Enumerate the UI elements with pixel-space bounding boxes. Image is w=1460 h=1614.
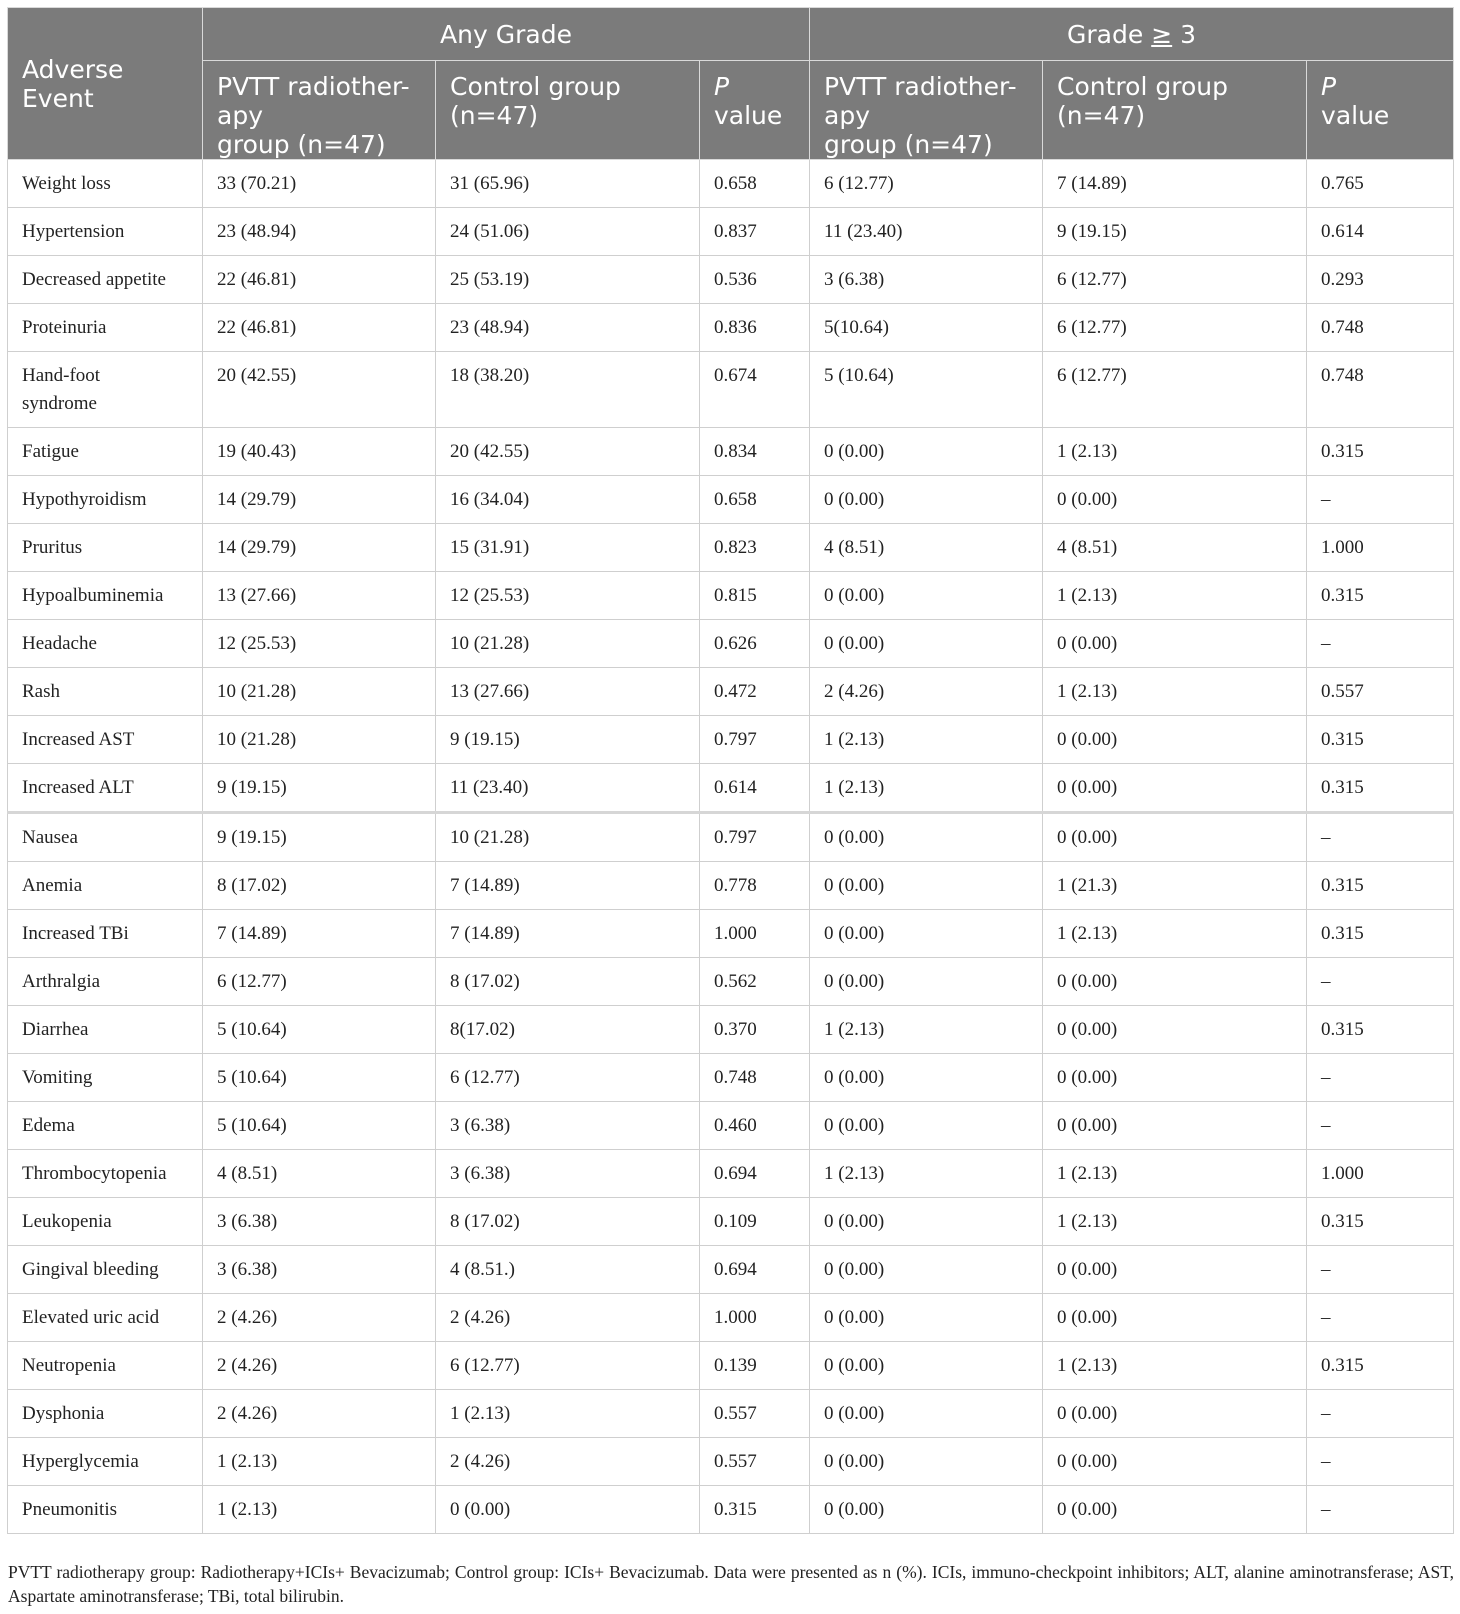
g3-pvtt-cell: 0 (0.00)	[810, 1438, 1043, 1486]
g3-p-value-cell: –	[1307, 1054, 1454, 1102]
g3-pvtt-cell: 0 (0.00)	[810, 862, 1043, 910]
table-row	[8, 1102, 1454, 1150]
table-header	[8, 8, 1454, 160]
g3-p-value-cell: 0.315	[1307, 764, 1454, 813]
any-pvtt-cell: 23 (48.94)	[203, 208, 436, 256]
table-footnote: PVTT radiotherapy group: Radiotherapy+ICIs+ Bevacizumab; Control group: ICIs+ Bevacizumab. Data were presented as n (%). ICIs, immuno-checkpoint inhibitors; ALT, alanine aminotransferase; AST, Aspartate aminotransferase; TBi, total bilirubin.	[8, 1562, 1454, 1606]
any-control-header: Control group (n=47)	[436, 61, 700, 160]
adverse-event-cell: Dysphonia	[8, 1390, 203, 1438]
g3-pvtt-header: PVTT radiother- apy group (n=47)	[810, 61, 1043, 160]
any-control-cell: 6 (12.77)	[436, 1342, 700, 1390]
table-row	[8, 1486, 1454, 1534]
g3-p-value-header	[1307, 61, 1454, 160]
g3-control-header: Control group (n=47)	[1043, 61, 1307, 160]
g3-p-value-cell: 0.315	[1307, 1006, 1454, 1054]
any-control-cell: 24 (51.06)	[436, 208, 700, 256]
table-row	[8, 1390, 1454, 1438]
any-pvtt-cell: 22 (46.81)	[203, 256, 436, 304]
g3-control-cell: 7 (14.89)	[1043, 160, 1307, 208]
g3-control-cell: 9 (19.15)	[1043, 208, 1307, 256]
g3-p-value-cell: 1.000	[1307, 1150, 1454, 1198]
table-row	[8, 304, 1454, 352]
g3-pvtt-cell: 0 (0.00)	[810, 1054, 1043, 1102]
any-pvtt-cell: 5 (10.64)	[203, 1102, 436, 1150]
any-control-cell: 3 (6.38)	[436, 1102, 700, 1150]
adverse-event-cell: Hypothyroidism	[8, 476, 203, 524]
g3-p-value-cell: –	[1307, 476, 1454, 524]
adverse-event-cell: Weight loss	[8, 160, 203, 208]
g3-p-value-cell: –	[1307, 1438, 1454, 1486]
p-label: P	[714, 72, 730, 101]
g3-pvtt-cell: 0 (0.00)	[810, 958, 1043, 1006]
g3-pvtt-cell: 0 (0.00)	[810, 1342, 1043, 1390]
adverse-event-header: Adverse Event	[8, 8, 203, 160]
adverse-event-cell: Leukopenia	[8, 1198, 203, 1246]
g3-p-value-cell: 0.557	[1307, 668, 1454, 716]
g3-pvtt-cell: 5(10.64)	[810, 304, 1043, 352]
g3-p-value-cell: 0.315	[1307, 910, 1454, 958]
g3-control-cell: 0 (0.00)	[1043, 1054, 1307, 1102]
any-p-value-cell: 0.472	[700, 668, 810, 716]
g3-pvtt-cell: 0 (0.00)	[810, 620, 1043, 668]
adverse-event-cell: Rash	[8, 668, 203, 716]
g3-p-value-cell: 0.315	[1307, 1198, 1454, 1246]
adverse-event-cell: Decreased appetite	[8, 256, 203, 304]
any-pvtt-cell: 14 (29.79)	[203, 524, 436, 572]
any-p-value-cell: 0.694	[700, 1150, 810, 1198]
adverse-event-cell: Thrombocytopenia	[8, 1150, 203, 1198]
any-p-value-header	[700, 61, 810, 160]
g3-p-value-cell: 0.315	[1307, 1342, 1454, 1390]
any-p-value-cell: 0.139	[700, 1342, 810, 1390]
any-control-cell: 9 (19.15)	[436, 716, 700, 764]
g3-p-value-cell: 1.000	[1307, 524, 1454, 572]
adverse-event-cell: Fatigue	[8, 428, 203, 476]
any-pvtt-cell: 14 (29.79)	[203, 476, 436, 524]
adverse-event-cell: Pruritus	[8, 524, 203, 572]
g3-p-value-cell: 0.315	[1307, 716, 1454, 764]
adverse-event-cell: Anemia	[8, 862, 203, 910]
any-pvtt-cell: 10 (21.28)	[203, 668, 436, 716]
any-control-cell: 8 (17.02)	[436, 1198, 700, 1246]
g3-control-cell: 0 (0.00)	[1043, 1294, 1307, 1342]
g3-pvtt-cell: 0 (0.00)	[810, 476, 1043, 524]
any-p-value-cell: 0.562	[700, 958, 810, 1006]
g3-p-value-cell: 0.315	[1307, 862, 1454, 910]
any-pvtt-cell: 2 (4.26)	[203, 1342, 436, 1390]
adverse-event-cell: Elevated uric acid	[8, 1294, 203, 1342]
any-p-value-cell: 0.370	[700, 1006, 810, 1054]
any-pvtt-cell: 5 (10.64)	[203, 1054, 436, 1102]
any-control-cell: 23 (48.94)	[436, 304, 700, 352]
adverse-event-cell: Vomiting	[8, 1054, 203, 1102]
g3-p-value-cell: 0.748	[1307, 352, 1454, 428]
table-row	[8, 668, 1454, 716]
adverse-event-cell: Proteinuria	[8, 304, 203, 352]
g3-pvtt-cell: 5 (10.64)	[810, 352, 1043, 428]
any-pvtt-cell: 6 (12.77)	[203, 958, 436, 1006]
g3-pvtt-cell: 1 (2.13)	[810, 716, 1043, 764]
any-p-value-cell: 0.614	[700, 764, 810, 813]
any-p-value-cell: 0.557	[700, 1390, 810, 1438]
any-control-cell: 11 (23.40)	[436, 764, 700, 813]
any-control-cell: 8(17.02)	[436, 1006, 700, 1054]
any-control-cell: 2 (4.26)	[436, 1438, 700, 1486]
g3-control-cell: 0 (0.00)	[1043, 716, 1307, 764]
any-pvtt-cell: 1 (2.13)	[203, 1438, 436, 1486]
grade3-suffix: 3	[1172, 19, 1197, 49]
any-p-value-cell: 0.834	[700, 428, 810, 476]
g3-control-cell: 0 (0.00)	[1043, 1246, 1307, 1294]
g3-control-cell: 1 (2.13)	[1043, 1198, 1307, 1246]
adverse-event-cell: Hand-foot syndrome	[8, 352, 203, 428]
g3-control-cell: 1 (21.3)	[1043, 862, 1307, 910]
table-row	[8, 572, 1454, 620]
g3-control-cell: 0 (0.00)	[1043, 1006, 1307, 1054]
table-row	[8, 1054, 1454, 1102]
adverse-event-cell: Neutropenia	[8, 1342, 203, 1390]
any-control-cell: 0 (0.00)	[436, 1486, 700, 1534]
g3-pvtt-cell: 0 (0.00)	[810, 1198, 1043, 1246]
g3-pvtt-cell: 1 (2.13)	[810, 1150, 1043, 1198]
g3-control-cell: 4 (8.51)	[1043, 524, 1307, 572]
g3-p-value-cell: 0.614	[1307, 208, 1454, 256]
table-row	[8, 764, 1454, 813]
any-p-value-cell: 0.815	[700, 572, 810, 620]
any-pvtt-cell: 3 (6.38)	[203, 1246, 436, 1294]
any-p-value-cell: 0.823	[700, 524, 810, 572]
g3-p-value-cell: 0.315	[1307, 572, 1454, 620]
g3-control-cell: 0 (0.00)	[1043, 1102, 1307, 1150]
adverse-event-cell: Arthralgia	[8, 958, 203, 1006]
any-p-value-cell: 0.674	[700, 352, 810, 428]
any-pvtt-cell: 20 (42.55)	[203, 352, 436, 428]
any-pvtt-cell: 33 (70.21)	[203, 160, 436, 208]
any-p-value-cell: 0.837	[700, 208, 810, 256]
table-row	[8, 1294, 1454, 1342]
g3-pvtt-cell: 1 (2.13)	[810, 1006, 1043, 1054]
table-row	[8, 1342, 1454, 1390]
g3-pvtt-cell: 0 (0.00)	[810, 910, 1043, 958]
any-grade-header: Any Grade	[203, 8, 810, 61]
any-control-cell: 20 (42.55)	[436, 428, 700, 476]
adverse-events-table	[7, 7, 1454, 1534]
g3-pvtt-cell: 1 (2.13)	[810, 764, 1043, 813]
g3-control-cell: 6 (12.77)	[1043, 352, 1307, 428]
table-row	[8, 716, 1454, 764]
any-pvtt-cell: 7 (14.89)	[203, 910, 436, 958]
adverse-event-cell: Increased TBi	[8, 910, 203, 958]
table-body	[8, 160, 1454, 1534]
table-row	[8, 620, 1454, 668]
table-row	[8, 958, 1454, 1006]
any-p-value-cell: 0.315	[700, 1486, 810, 1534]
any-control-cell: 31 (65.96)	[436, 160, 700, 208]
table-row	[8, 1198, 1454, 1246]
any-p-value-cell: 0.694	[700, 1246, 810, 1294]
any-control-cell: 13 (27.66)	[436, 668, 700, 716]
any-p-value-cell: 0.748	[700, 1054, 810, 1102]
adverse-event-cell: Increased ALT	[8, 764, 203, 813]
g3-p-value-cell: –	[1307, 813, 1454, 862]
any-pvtt-cell: 2 (4.26)	[203, 1390, 436, 1438]
any-pvtt-cell: 19 (40.43)	[203, 428, 436, 476]
g3-control-cell: 0 (0.00)	[1043, 1390, 1307, 1438]
p-label: P	[1321, 72, 1337, 101]
table-row	[8, 428, 1454, 476]
any-p-value-cell: 0.109	[700, 1198, 810, 1246]
adverse-event-cell: Nausea	[8, 813, 203, 862]
table-row	[8, 524, 1454, 572]
g3-pvtt-cell: 0 (0.00)	[810, 428, 1043, 476]
any-pvtt-cell: 13 (27.66)	[203, 572, 436, 620]
any-p-value-cell: 0.658	[700, 476, 810, 524]
any-control-cell: 18 (38.20)	[436, 352, 700, 428]
table-row	[8, 476, 1454, 524]
any-control-cell: 10 (21.28)	[436, 813, 700, 862]
table-row	[8, 208, 1454, 256]
g3-p-value-cell: –	[1307, 1102, 1454, 1150]
any-p-value-cell: 1.000	[700, 910, 810, 958]
any-control-cell: 8 (17.02)	[436, 958, 700, 1006]
adverse-event-cell: Gingival bleeding	[8, 1246, 203, 1294]
g3-pvtt-cell: 0 (0.00)	[810, 1294, 1043, 1342]
any-pvtt-cell: 1 (2.13)	[203, 1486, 436, 1534]
g3-control-cell: 1 (2.13)	[1043, 1342, 1307, 1390]
g3-control-cell: 0 (0.00)	[1043, 764, 1307, 813]
any-pvtt-cell: 3 (6.38)	[203, 1198, 436, 1246]
adverse-event-cell: Diarrhea	[8, 1006, 203, 1054]
table-row	[8, 1150, 1454, 1198]
any-pvtt-cell: 10 (21.28)	[203, 716, 436, 764]
g3-p-value-cell: 0.293	[1307, 256, 1454, 304]
g3-pvtt-cell: 0 (0.00)	[810, 813, 1043, 862]
g3-p-value-cell: –	[1307, 620, 1454, 668]
table-row	[8, 352, 1454, 428]
table-row	[8, 256, 1454, 304]
adverse-event-cell: Increased AST	[8, 716, 203, 764]
g3-pvtt-cell: 11 (23.40)	[810, 208, 1043, 256]
g3-pvtt-cell: 2 (4.26)	[810, 668, 1043, 716]
table-row	[8, 1246, 1454, 1294]
p-value-word: value	[1321, 101, 1390, 130]
adverse-event-cell: Pneumonitis	[8, 1486, 203, 1534]
g3-control-cell: 0 (0.00)	[1043, 620, 1307, 668]
table-row	[8, 1006, 1454, 1054]
adverse-event-cell: Hypertension	[8, 208, 203, 256]
any-p-value-cell: 0.797	[700, 813, 810, 862]
table-row	[8, 1438, 1454, 1486]
any-pvtt-cell: 22 (46.81)	[203, 304, 436, 352]
any-pvtt-header: PVTT radiother- apy group (n=47)	[203, 61, 436, 160]
g3-p-value-cell: –	[1307, 958, 1454, 1006]
any-control-cell: 1 (2.13)	[436, 1390, 700, 1438]
any-p-value-cell: 0.658	[700, 160, 810, 208]
table-row	[8, 862, 1454, 910]
adverse-event-cell: Hypoalbuminemia	[8, 572, 203, 620]
g3-control-cell: 0 (0.00)	[1043, 813, 1307, 862]
any-control-cell: 12 (25.53)	[436, 572, 700, 620]
g3-p-value-cell: –	[1307, 1246, 1454, 1294]
g3-control-cell: 1 (2.13)	[1043, 1150, 1307, 1198]
g3-control-cell: 0 (0.00)	[1043, 1438, 1307, 1486]
g3-pvtt-cell: 4 (8.51)	[810, 524, 1043, 572]
any-p-value-cell: 1.000	[700, 1294, 810, 1342]
any-pvtt-cell: 8 (17.02)	[203, 862, 436, 910]
any-control-cell: 16 (34.04)	[436, 476, 700, 524]
any-control-cell: 10 (21.28)	[436, 620, 700, 668]
grade3-symbol: ≥	[1151, 19, 1173, 49]
any-control-cell: 6 (12.77)	[436, 1054, 700, 1102]
any-control-cell: 3 (6.38)	[436, 1150, 700, 1198]
g3-pvtt-cell: 0 (0.00)	[810, 1486, 1043, 1534]
any-p-value-cell: 0.797	[700, 716, 810, 764]
g3-control-cell: 1 (2.13)	[1043, 910, 1307, 958]
g3-p-value-cell: –	[1307, 1390, 1454, 1438]
any-p-value-cell: 0.836	[700, 304, 810, 352]
any-pvtt-cell: 5 (10.64)	[203, 1006, 436, 1054]
g3-control-cell: 0 (0.00)	[1043, 1486, 1307, 1534]
any-p-value-cell: 0.778	[700, 862, 810, 910]
g3-p-value-cell: 0.765	[1307, 160, 1454, 208]
g3-control-cell: 0 (0.00)	[1043, 476, 1307, 524]
any-control-cell: 15 (31.91)	[436, 524, 700, 572]
g3-pvtt-cell: 0 (0.00)	[810, 1102, 1043, 1150]
any-control-cell: 4 (8.51.)	[436, 1246, 700, 1294]
g3-pvtt-cell: 0 (0.00)	[810, 572, 1043, 620]
g3-control-cell: 1 (2.13)	[1043, 572, 1307, 620]
g3-pvtt-cell: 0 (0.00)	[810, 1246, 1043, 1294]
any-pvtt-cell: 4 (8.51)	[203, 1150, 436, 1198]
any-pvtt-cell: 9 (19.15)	[203, 813, 436, 862]
g3-control-cell: 6 (12.77)	[1043, 256, 1307, 304]
any-control-cell: 7 (14.89)	[436, 862, 700, 910]
any-control-cell: 7 (14.89)	[436, 910, 700, 958]
g3-p-value-cell: –	[1307, 1486, 1454, 1534]
any-p-value-cell: 0.557	[700, 1438, 810, 1486]
g3-pvtt-cell: 3 (6.38)	[810, 256, 1043, 304]
any-pvtt-cell: 12 (25.53)	[203, 620, 436, 668]
any-p-value-cell: 0.460	[700, 1102, 810, 1150]
any-control-cell: 25 (53.19)	[436, 256, 700, 304]
g3-control-cell: 6 (12.77)	[1043, 304, 1307, 352]
any-pvtt-cell: 2 (4.26)	[203, 1294, 436, 1342]
g3-control-cell: 1 (2.13)	[1043, 428, 1307, 476]
adverse-event-cell: Headache	[8, 620, 203, 668]
g3-p-value-cell: –	[1307, 1294, 1454, 1342]
any-p-value-cell: 0.626	[700, 620, 810, 668]
p-value-word: value	[714, 101, 783, 130]
adverse-event-cell: Edema	[8, 1102, 203, 1150]
g3-control-cell: 0 (0.00)	[1043, 958, 1307, 1006]
any-p-value-cell: 0.536	[700, 256, 810, 304]
g3-p-value-cell: 0.748	[1307, 304, 1454, 352]
grade3-prefix: Grade	[1067, 19, 1152, 49]
any-control-cell: 2 (4.26)	[436, 1294, 700, 1342]
table-row	[8, 160, 1454, 208]
table-row	[8, 910, 1454, 958]
g3-pvtt-cell: 0 (0.00)	[810, 1390, 1043, 1438]
any-pvtt-cell: 9 (19.15)	[203, 764, 436, 813]
g3-pvtt-cell: 6 (12.77)	[810, 160, 1043, 208]
adverse-events-table-container	[7, 7, 1453, 1534]
grade3-header	[810, 8, 1454, 61]
adverse-event-cell: Hyperglycemia	[8, 1438, 203, 1486]
table-row	[8, 813, 1454, 862]
g3-p-value-cell: 0.315	[1307, 428, 1454, 476]
g3-control-cell: 1 (2.13)	[1043, 668, 1307, 716]
